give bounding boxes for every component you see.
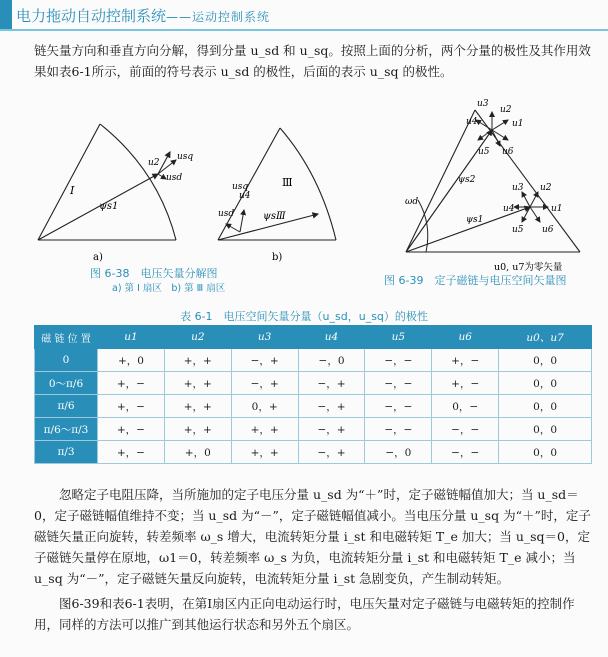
fig38a-diagram bbox=[38, 124, 193, 263]
fig39-star-right bbox=[514, 192, 548, 222]
table-cell: +，+ bbox=[164, 372, 231, 395]
fig39-caption: 图 6-39 定子磁链与电压空间矢量图 bbox=[384, 274, 567, 287]
fig38a-sector: Ⅰ bbox=[70, 184, 75, 197]
table-cell: 0，0 bbox=[499, 418, 592, 441]
fig39-omega-label: ωd bbox=[405, 197, 419, 207]
figure-area bbox=[0, 82, 608, 300]
fig38-subcaption: a) 第 Ⅰ 扇区 b) 第 Ⅲ 扇区 bbox=[112, 283, 226, 294]
fig39-psi2-label: ψs2 bbox=[458, 175, 476, 185]
table-cell: +，+ bbox=[164, 418, 231, 441]
table-cell: 0，0 bbox=[499, 349, 592, 372]
header-u4: u4 bbox=[298, 326, 365, 349]
header-u6: u6 bbox=[432, 326, 499, 349]
body-paragraph-1: 忽略定子电阻压降，当所施加的定子电压分量 u_sd 为“＋”时，定子磁链幅值加大；当 u_sd＝0，定子磁链幅值维持不变；当 u_sd 为“－”，定子磁链幅值减小。当电压分量 u_sq 为“＋”时，定子磁链矢量正向旋转，转差频率 ω_s 增大，电流转矩分量 i_st 和电磁转矩 T_e 加大；当 u_sq＝0，定子磁链矢量停在原地，ω1＝0，转差频率 ω_s 为负，电流转矩分量 i_st 和电磁转矩 T_e 减小；当 u_sq 为“－”，定子磁链矢量反向旋转，电流转矩分量 i_st 急剧变负，产生制动转矩。 bbox=[34, 487, 591, 586]
table-cell: +，0 bbox=[164, 441, 231, 464]
fig38a-arc bbox=[100, 124, 176, 240]
table-cell: 0，0 bbox=[499, 372, 592, 395]
table-cell: +，+ bbox=[231, 418, 298, 441]
table-cell: +，− bbox=[98, 372, 165, 395]
fig39-diagram bbox=[405, 99, 580, 273]
fig38b-usd-vector bbox=[226, 224, 240, 232]
fig38a-u-label: u2 bbox=[148, 158, 160, 168]
row-position: π/6～π/3 bbox=[35, 418, 98, 441]
table-cell: −，0 bbox=[298, 349, 365, 372]
fig38a-angle-label: ψs1 bbox=[99, 201, 119, 212]
fig38b-usq-label: usq bbox=[232, 182, 249, 192]
table-title: 表 6-1 电压空间矢量分量（u_sd，u_sq）的极性 bbox=[180, 310, 428, 323]
table-cell: −，+ bbox=[298, 441, 365, 464]
fig39-u5-top: u5 bbox=[478, 147, 490, 157]
table-cell: −，− bbox=[365, 372, 432, 395]
header-u5: u5 bbox=[365, 326, 432, 349]
fig39-u1-top: u1 bbox=[512, 119, 524, 129]
header-position: 磁 链 位 置 bbox=[35, 326, 98, 349]
table-row bbox=[35, 349, 592, 372]
table-cell: 0，0 bbox=[499, 441, 592, 464]
fig39-u6-right: u6 bbox=[542, 225, 554, 235]
fig38b-sector: Ⅲ bbox=[282, 176, 293, 189]
table-cell: −，− bbox=[365, 395, 432, 418]
table-cell: +，− bbox=[98, 395, 165, 418]
fig38b-left-edge bbox=[218, 128, 280, 240]
page-header bbox=[0, 0, 608, 30]
header-u1: u1 bbox=[98, 326, 165, 349]
fig39-u6-top: u6 bbox=[502, 147, 514, 157]
fig38-caption: 图 6-38 电压矢量分解图 bbox=[90, 267, 218, 280]
book-title-sub: ——运动控制系统 bbox=[166, 10, 271, 24]
table-row bbox=[35, 441, 592, 464]
fig39-u3-top: u3 bbox=[477, 99, 489, 109]
header-u3: u3 bbox=[231, 326, 298, 349]
fig38a-usd-vector bbox=[158, 174, 166, 179]
table-cell: +，− bbox=[98, 418, 165, 441]
table-cell: +，+ bbox=[164, 395, 231, 418]
fig39-u4-right: u4 bbox=[503, 204, 515, 214]
fig39-u5-right: u5 bbox=[512, 225, 524, 235]
fig39-u3-right: u3 bbox=[512, 183, 524, 193]
fig39-zero-vector-note: u0, u7为零矢量 bbox=[494, 262, 563, 273]
table-cell: 0，− bbox=[432, 395, 499, 418]
fig38a-usq-vector bbox=[158, 160, 176, 174]
header-u0-u7: u0、u7 bbox=[499, 326, 592, 349]
fig39-u2-top: u2 bbox=[500, 105, 512, 115]
table-cell: −，0 bbox=[365, 441, 432, 464]
row-position: 0～π/6 bbox=[35, 372, 98, 395]
fig38b-panel-label: b) bbox=[272, 252, 283, 263]
fig38b-angle-label: ψsⅢ bbox=[263, 211, 286, 222]
table-cell: +，0 bbox=[98, 349, 165, 372]
fig39-u4-top: u4 bbox=[466, 117, 478, 127]
table-row bbox=[35, 372, 592, 395]
table-cell: −，− bbox=[432, 418, 499, 441]
fig38a-u-vector bbox=[158, 152, 170, 174]
book-title-main: 电力拖动自动控制系统 bbox=[16, 7, 167, 25]
table-cell: −，+ bbox=[298, 418, 365, 441]
table-cell: −，+ bbox=[231, 349, 298, 372]
fig38b-u-vector bbox=[240, 210, 244, 232]
table-cell: +，+ bbox=[164, 349, 231, 372]
table-cell: 0，0 bbox=[499, 395, 592, 418]
fig38a-panel-label: a) bbox=[93, 252, 103, 263]
table-row bbox=[35, 395, 592, 418]
polarity-table bbox=[34, 325, 592, 464]
table-cell: −，− bbox=[365, 349, 432, 372]
table-cell: −，+ bbox=[298, 372, 365, 395]
fig38a-usd-label: usd bbox=[166, 173, 183, 183]
fig39-u1-right: u1 bbox=[551, 204, 563, 214]
fig38a-usq-label: usq bbox=[177, 152, 194, 162]
table-cell: +，− bbox=[98, 441, 165, 464]
table-cell: +，− bbox=[432, 349, 499, 372]
table-cell: −，− bbox=[432, 441, 499, 464]
table-header-row bbox=[35, 326, 592, 349]
body-paragraph-2: 图6-39和表6-1表明，在第Ⅰ扇区内正向电动运行时，电压矢量对定子磁链与电磁转矩的控制作用，同样的方法可以推广到其他运行状态和另外五个扇区。 bbox=[34, 596, 575, 632]
header-rule bbox=[0, 29, 608, 31]
table-cell: 0，+ bbox=[231, 395, 298, 418]
table-cell: −，+ bbox=[298, 395, 365, 418]
row-position: 0 bbox=[35, 349, 98, 372]
table-cell: −，+ bbox=[231, 372, 298, 395]
fig38b-diagram bbox=[218, 128, 336, 263]
table-cell: −，− bbox=[365, 418, 432, 441]
row-position: π/3 bbox=[35, 441, 98, 464]
table-cell: +，+ bbox=[231, 441, 298, 464]
header-accent-bar bbox=[0, 0, 12, 30]
fig38b-u-label: u4 bbox=[239, 191, 251, 201]
table-cell: +，− bbox=[432, 372, 499, 395]
book-title bbox=[16, 5, 270, 26]
intro-paragraph: 链矢量方向和垂直方向分解，得到分量 u_sd 和 u_sq。按照上面的分析，两个分量的极性及其作用效果如表6-1所示，前面的符号表示 u_sd 的极性，后面的表示 u_sq 的极性。 bbox=[34, 43, 591, 79]
header-u2: u2 bbox=[164, 326, 231, 349]
row-position: π/6 bbox=[35, 395, 98, 418]
fig39-u2-right: u2 bbox=[540, 183, 552, 193]
fig39-psi1-label: ψs1 bbox=[466, 215, 484, 225]
fig38b-usd-label: usd bbox=[218, 209, 235, 219]
table-row bbox=[35, 418, 592, 441]
